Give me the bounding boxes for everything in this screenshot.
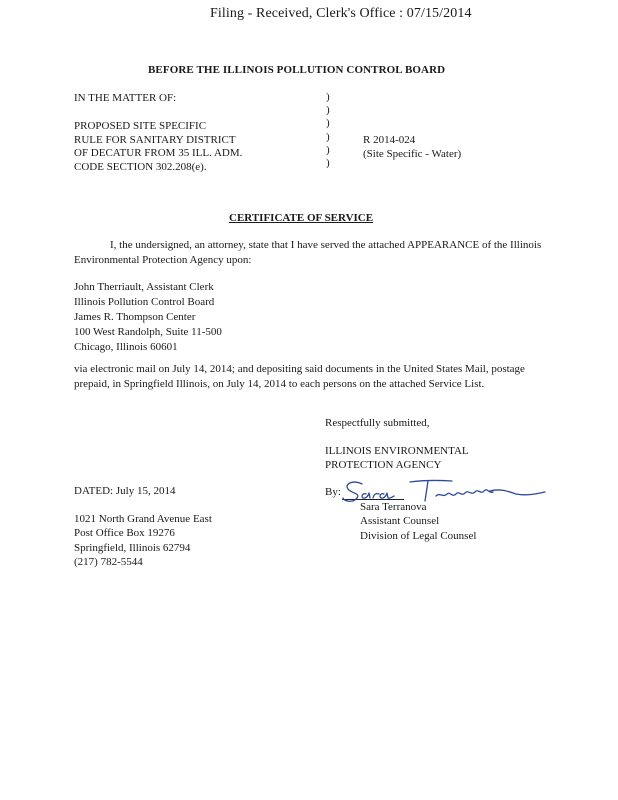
address-line: Chicago, Illinois 60601 (74, 341, 178, 353)
certificate-title: CERTIFICATE OF SERVICE (229, 212, 374, 224)
docket-info (363, 134, 461, 161)
address-line: Illinois Pollution Control Board (74, 296, 215, 308)
office-phone: (217) 782-5544 (74, 555, 143, 568)
recipient-address (74, 280, 222, 355)
office-line: 1021 North Grand Avenue East (74, 513, 212, 525)
paren: ) (326, 117, 330, 130)
board-title: BEFORE THE ILLINOIS POLLUTION CONTROL BOARD (148, 64, 446, 76)
address-line: 100 West Randolph, Suite 11-500 (74, 326, 222, 338)
caption-parentheses (326, 91, 330, 170)
paren: ) (326, 130, 330, 143)
docket-number: R 2014-024 (363, 134, 416, 146)
agency-name (325, 444, 469, 472)
paren: ) (326, 143, 330, 156)
closing-text: Respectfully submitted, (325, 417, 430, 429)
agency-line: PROTECTION AGENCY (325, 459, 442, 471)
agency-line: ILLINOIS ENVIRONMENTAL (325, 445, 469, 457)
address-line: James R. Thompson Center (74, 311, 196, 323)
signer-block (360, 500, 476, 543)
statement-text: I, the undersigned, an attorney, state that I have served the attached APPEARANCE of the Illinois Environmental Protection Agency upon: (74, 239, 542, 266)
dated-line: DATED: July 15, 2014 (74, 485, 176, 497)
mailing-statement: via electronic mail on July 14, 2014; and depositing said documents in the United States Mail, postage prepaid, in Springfield Illinois, on July 14, 2014 to each persons on the attached Service List. (74, 363, 525, 390)
caption-line: CODE SECTION 302.208(e). (74, 160, 207, 173)
service-statement-paragraph (74, 238, 544, 267)
paren: ) (326, 91, 330, 103)
filing-stamp: Filing - Received, Clerk's Office : 07/15/2014 (210, 6, 472, 21)
paren: ) (326, 104, 330, 117)
docket-type: (Site Specific - Water) (363, 147, 462, 160)
by-label: By: (325, 486, 341, 498)
caption-line: OF DECATUR FROM 35 ILL. ADM. (74, 147, 243, 159)
proposed-rule-caption (74, 120, 242, 174)
caption-line: PROPOSED SITE SPECIFIC (74, 120, 207, 132)
signer-title: Assistant Counsel (360, 515, 440, 528)
signer-name: Sara Terranova (360, 501, 427, 513)
paren: ) (326, 156, 330, 169)
caption-line: RULE FOR SANITARY DISTRICT (74, 133, 236, 146)
signer-division: Division of Legal Counsel (360, 529, 477, 542)
office-address (74, 512, 212, 569)
office-line: Post Office Box 19276 (74, 527, 175, 540)
address-line: John Therriault, Assistant Clerk (74, 281, 214, 293)
in-the-matter-label: IN THE MATTER OF: (74, 92, 177, 104)
office-line: Springfield, Illinois 62794 (74, 541, 191, 554)
